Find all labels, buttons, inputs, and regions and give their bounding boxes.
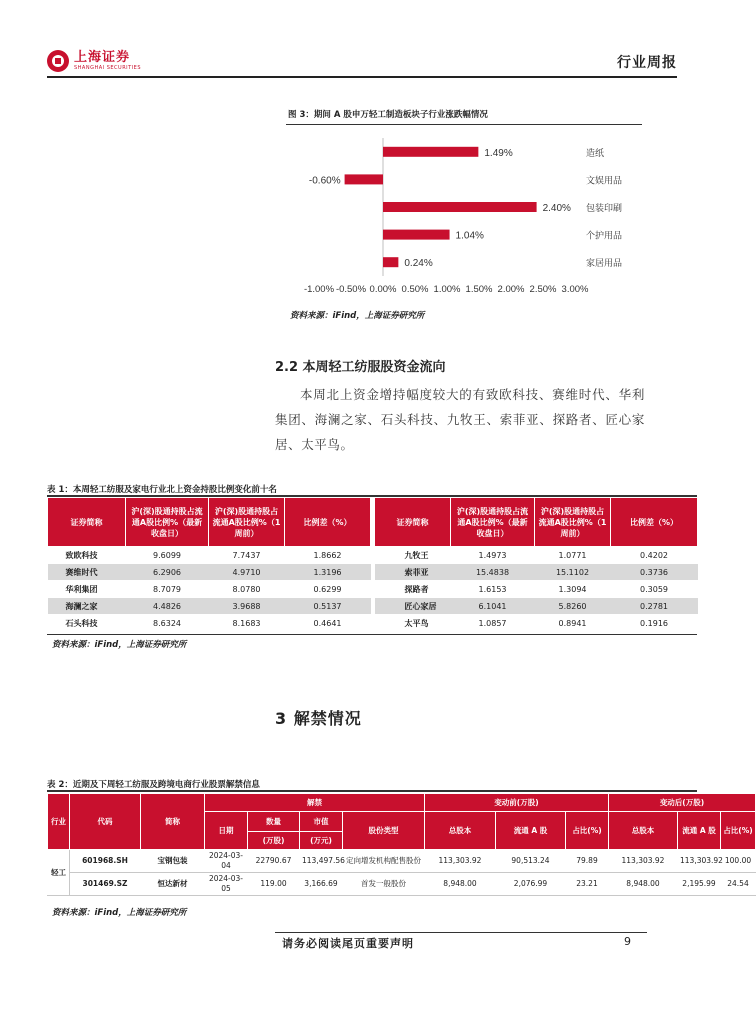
table1-header: 证券简称 bbox=[375, 498, 451, 547]
category-label-1: 文娱用品 bbox=[586, 176, 623, 187]
data-label-1: -0.60% bbox=[308, 175, 341, 187]
table-cell: 301469.SZ bbox=[70, 873, 141, 896]
table1-title: 表 1：本周轻工纺服及家电行业北上资金持股比例变化前十名 bbox=[47, 485, 277, 495]
table2-header bbox=[48, 794, 70, 850]
table2-source: 资料来源：iFind，上海证券研究所 bbox=[52, 908, 187, 918]
table-cell: 探路者 bbox=[375, 581, 451, 598]
table-row bbox=[48, 547, 698, 564]
table-cell: 119.00 bbox=[248, 873, 300, 896]
table1-header-row bbox=[48, 498, 698, 547]
category-label-3: 个护用品 bbox=[586, 231, 623, 242]
table-cell: 定向增发机构配售股份 bbox=[343, 850, 425, 873]
table2-header: 股份类型 bbox=[343, 812, 425, 850]
table2-header: 流通 A 股 bbox=[678, 812, 721, 850]
table-cell: 113,303.92 bbox=[678, 850, 721, 873]
table-cell: 0.5137 bbox=[285, 598, 371, 615]
table2-header: (万元) bbox=[300, 832, 343, 850]
logo-en-text: SHANGHAI SECURITIES bbox=[74, 65, 142, 71]
table-cell: 100.00 bbox=[721, 850, 756, 873]
table1-header: 沪(深)股通持股占流通A股比例%（1周前） bbox=[209, 498, 285, 547]
table-cell: 匠心家居 bbox=[375, 598, 451, 615]
footer-divider bbox=[275, 932, 647, 933]
table-cell: 8,948.00 bbox=[425, 873, 496, 896]
table-cell: 0.3059 bbox=[611, 581, 698, 598]
x-tick-label-0: -1.00% bbox=[303, 284, 335, 295]
table-cell: 赛维时代 bbox=[48, 564, 126, 581]
table-cell: 9.6099 bbox=[126, 547, 209, 564]
table2-header: 日期 bbox=[205, 812, 248, 850]
section-heading-3: 3 解禁情况 bbox=[275, 709, 362, 728]
table-cell: 79.89 bbox=[566, 850, 609, 873]
table-cell: 1.4973 bbox=[451, 547, 535, 564]
figure-title-divider bbox=[286, 124, 642, 125]
table2-header: 占比(%) bbox=[721, 812, 756, 850]
data-label-0: 1.49% bbox=[484, 147, 513, 159]
table-cell: 致欧科技 bbox=[48, 547, 126, 564]
bar-0 bbox=[383, 147, 478, 157]
table2 bbox=[47, 793, 756, 896]
table2-header: 总股本 bbox=[609, 812, 678, 850]
table2-header: 变动后(万股) bbox=[609, 794, 756, 812]
bar-3 bbox=[383, 230, 450, 240]
table2-top-rule bbox=[47, 790, 697, 792]
table-cell: 0.8941 bbox=[535, 615, 611, 632]
table-row bbox=[48, 564, 698, 581]
table-cell: 8.0780 bbox=[209, 581, 285, 598]
table-cell: 3.9688 bbox=[209, 598, 285, 615]
x-tick-label-3: 0.50% bbox=[401, 284, 429, 295]
table2-header: 解禁 bbox=[205, 794, 425, 812]
logo bbox=[47, 50, 141, 72]
bar-2 bbox=[383, 202, 537, 212]
table-cell: 恒达新材 bbox=[141, 873, 205, 896]
table2-header-row bbox=[48, 794, 756, 812]
bar-chart bbox=[286, 128, 642, 304]
table1-header: 沪(深)股通持股占流通A股比例%（最新收盘日） bbox=[451, 498, 535, 547]
table2-header: 占比(%) bbox=[566, 812, 609, 850]
table-cell: 0.6299 bbox=[285, 581, 371, 598]
table-cell: 华利集团 bbox=[48, 581, 126, 598]
table-cell: 0.1916 bbox=[611, 615, 698, 632]
table-cell: 113,497.56 bbox=[300, 850, 343, 873]
table-cell: 15.4838 bbox=[451, 564, 535, 581]
table-cell: 索菲亚 bbox=[375, 564, 451, 581]
table-cell: 0.2781 bbox=[611, 598, 698, 615]
table-row bbox=[48, 850, 756, 873]
table-cell: 15.1102 bbox=[535, 564, 611, 581]
footer-disclaimer: 请务必阅读尾页重要声明 bbox=[282, 937, 414, 950]
table2-industry-cell: 轻工 bbox=[48, 850, 70, 896]
table-cell: 3,166.69 bbox=[300, 873, 343, 896]
table-cell: 7.7437 bbox=[209, 547, 285, 564]
table-cell: 首发一般股份 bbox=[343, 873, 425, 896]
table-cell: 1.3094 bbox=[535, 581, 611, 598]
x-tick-label-2: 0.00% bbox=[369, 284, 397, 295]
x-tick-label-8: 3.00% bbox=[561, 284, 589, 295]
table-cell: 8.1683 bbox=[209, 615, 285, 632]
table2-header: 代码 bbox=[70, 794, 141, 850]
table-row bbox=[48, 598, 698, 615]
table-cell: 90,513.24 bbox=[496, 850, 566, 873]
section-paragraph: 本周北上资金增持幅度较大的有致欧科技、赛维时代、华利集团、海澜之家、石头科技、九牧王、索菲亚、探路者、匠心家居、太平鸟。 bbox=[275, 387, 645, 452]
table-cell: 6.2906 bbox=[126, 564, 209, 581]
table-cell: 2024-03-05 bbox=[205, 873, 248, 896]
table-cell: 6.1041 bbox=[451, 598, 535, 615]
table-cell: 1.6153 bbox=[451, 581, 535, 598]
table2-header: 简称 bbox=[141, 794, 205, 850]
table-cell: 8.7079 bbox=[126, 581, 209, 598]
category-label-2: 包装印刷 bbox=[586, 204, 623, 214]
table-cell: 石头科技 bbox=[48, 615, 126, 632]
table-cell: 1.3196 bbox=[285, 564, 371, 581]
figure-title: 图 3：期间 A 股申万轻工制造板块子行业涨跌幅情况 bbox=[288, 110, 488, 120]
table-cell: 23.21 bbox=[566, 873, 609, 896]
table1-header: 沪(深)股通持股占流通A股比例%（1周前） bbox=[535, 498, 611, 547]
logo-cn-text: 上海证券 bbox=[74, 50, 131, 65]
table-cell: 1.0857 bbox=[451, 615, 535, 632]
table2-header: 数量 bbox=[248, 812, 300, 832]
category-label-0: 造纸 bbox=[586, 148, 605, 159]
table2-header: 市值 bbox=[300, 812, 343, 832]
table2-header: 总股本 bbox=[425, 812, 496, 850]
table-cell: 113,303.92 bbox=[425, 850, 496, 873]
table-cell: 2,076.99 bbox=[496, 873, 566, 896]
table-row bbox=[48, 615, 698, 632]
table-cell: 宝钢包装 bbox=[141, 850, 205, 873]
table-cell: 太平鸟 bbox=[375, 615, 451, 632]
bar-1 bbox=[345, 174, 383, 184]
table1 bbox=[47, 497, 698, 632]
table2-header-text: 行业 bbox=[51, 817, 66, 826]
table-cell: 8.6324 bbox=[126, 615, 209, 632]
data-label-3: 1.04% bbox=[455, 230, 484, 242]
x-tick-label-6: 2.00% bbox=[497, 284, 525, 295]
table-cell: 24.54 bbox=[721, 873, 756, 896]
table-cell: 8,948.00 bbox=[609, 873, 678, 896]
table1-bottom-rule bbox=[47, 634, 697, 635]
table-cell: 4.9710 bbox=[209, 564, 285, 581]
x-tick-label-7: 2.50% bbox=[529, 284, 557, 295]
table2-header: 流通 A 股 bbox=[496, 812, 566, 850]
table-cell: 2024-03-04 bbox=[205, 850, 248, 873]
table-cell: 1.0771 bbox=[535, 547, 611, 564]
logo-icon bbox=[47, 50, 69, 72]
table2-header: (万股) bbox=[248, 832, 300, 850]
x-tick-label-5: 1.50% bbox=[465, 284, 493, 295]
table-cell: 5.8260 bbox=[535, 598, 611, 615]
table-cell: 4.4826 bbox=[126, 598, 209, 615]
data-label-4: 0.24% bbox=[404, 258, 433, 270]
header-divider bbox=[47, 76, 677, 78]
x-tick-label-1: -0.50% bbox=[335, 284, 367, 295]
table-cell: 113,303.92 bbox=[609, 850, 678, 873]
table1-header: 证券简称 bbox=[48, 498, 126, 547]
bar-4 bbox=[383, 257, 398, 267]
table-cell: 2,195.99 bbox=[678, 873, 721, 896]
figure-source: 资料来源：iFind，上海证券研究所 bbox=[290, 311, 425, 321]
table-cell: 0.4202 bbox=[611, 547, 698, 564]
table2-title: 表 2：近期及下周轻工纺服及跨境电商行业股票解禁信息 bbox=[47, 780, 260, 790]
table-cell: 1.8662 bbox=[285, 547, 371, 564]
table1-header: 沪(深)股通持股占流通A股比例%（最新收盘日） bbox=[126, 498, 209, 547]
report-type: 行业周报 bbox=[617, 55, 677, 71]
table1-source: 资料来源：iFind，上海证券研究所 bbox=[52, 640, 187, 650]
table-cell: 0.3736 bbox=[611, 564, 698, 581]
table1-header: 比例差（%） bbox=[611, 498, 698, 547]
section-heading-2-2: 2.2 本周轻工纺服股资金流向 bbox=[275, 360, 446, 375]
category-label-4: 家居用品 bbox=[586, 259, 623, 270]
page-number: 9 bbox=[624, 935, 631, 948]
table-cell: 22790.67 bbox=[248, 850, 300, 873]
table-row bbox=[48, 873, 756, 896]
table-cell: 海澜之家 bbox=[48, 598, 126, 615]
table2-header: 变动前(万股) bbox=[425, 794, 609, 812]
x-tick-label-4: 1.00% bbox=[433, 284, 461, 295]
data-label-2: 2.40% bbox=[542, 203, 571, 214]
table-cell: 九牧王 bbox=[375, 547, 451, 564]
table-cell: 601968.SH bbox=[70, 850, 141, 873]
table1-header: 比例差（%） bbox=[285, 498, 371, 547]
table-row bbox=[48, 581, 698, 598]
table-cell: 0.4641 bbox=[285, 615, 371, 632]
